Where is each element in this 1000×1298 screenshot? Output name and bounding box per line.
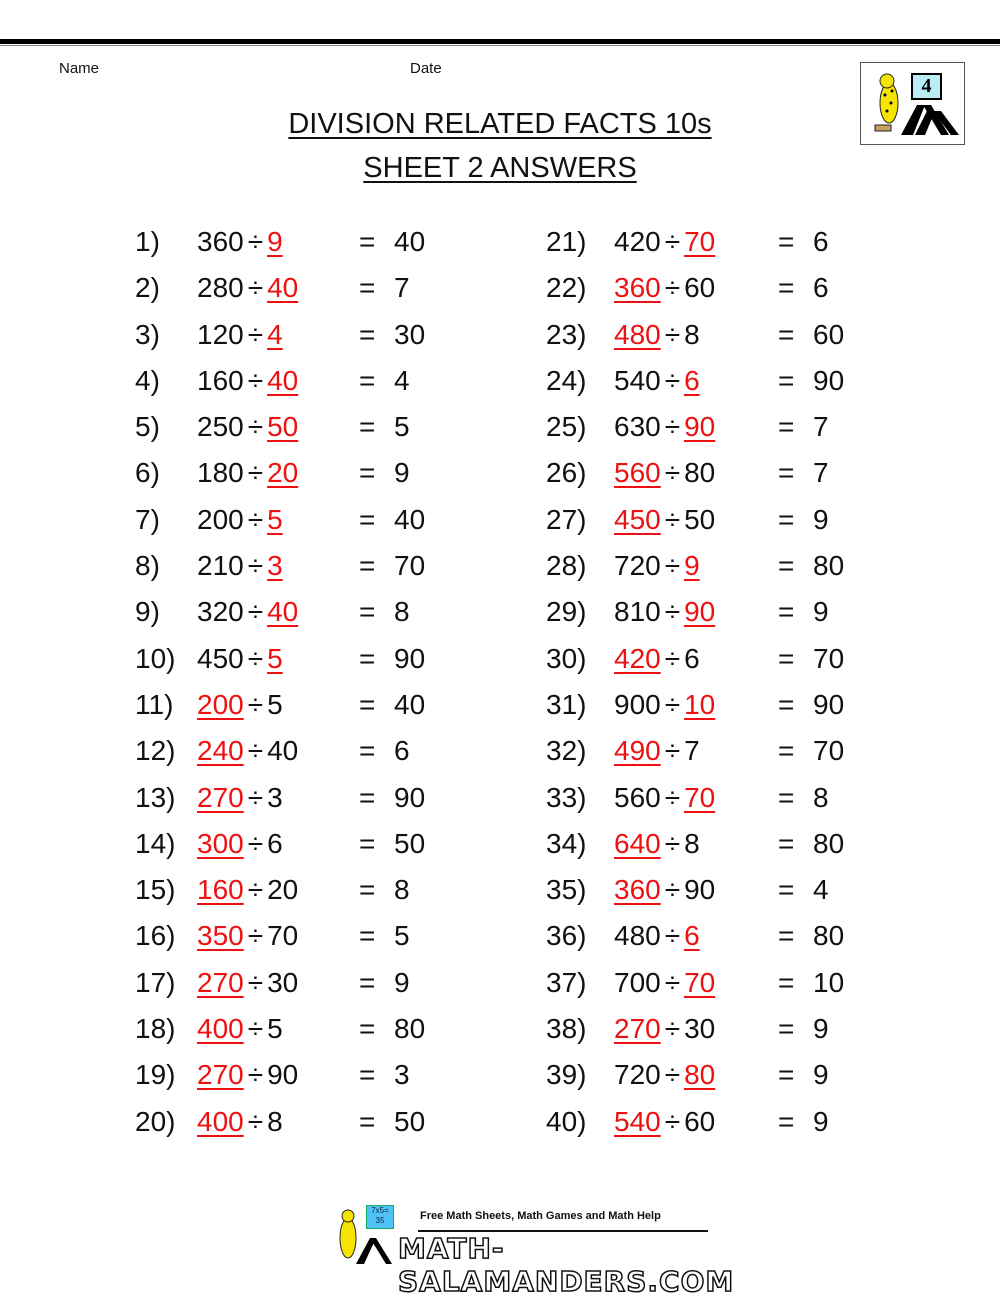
quotient: 90 [813, 364, 845, 396]
divisor: 40 [267, 364, 299, 396]
problem-number: 31) [546, 688, 587, 720]
dividend: 560 [614, 457, 661, 489]
problem-expression [197, 916, 298, 956]
divisor: 10 [684, 688, 716, 720]
dividend: 540 [614, 1105, 661, 1137]
equals-sign: = [359, 596, 376, 628]
quotient: 9 [394, 457, 410, 489]
divisor: 5 [267, 503, 283, 535]
problem-expression [614, 222, 715, 262]
divide-sign: ÷ [664, 503, 681, 535]
divisor: 80 [684, 1059, 716, 1091]
problem-expression [197, 500, 283, 540]
equals-sign: = [359, 688, 376, 720]
divide-sign: ÷ [247, 272, 264, 304]
footer-branding [326, 1198, 735, 1298]
divisor: 20 [267, 874, 299, 906]
quotient: 90 [813, 688, 845, 720]
problem-expression [614, 592, 715, 632]
top-border-rule-thin [0, 45, 1000, 46]
equals-sign: = [778, 1059, 795, 1091]
problem-expression [197, 1009, 283, 1049]
problem-number: 12) [135, 735, 176, 767]
quotient: 50 [394, 1105, 426, 1137]
problem-number: 40) [546, 1105, 587, 1137]
problem-expression [614, 500, 715, 540]
dividend: 300 [197, 827, 244, 859]
problem-expression [197, 639, 283, 679]
footer-tagline: Free Math Sheets, Math Games and Math Help [420, 1210, 661, 1222]
equals-sign: = [359, 827, 376, 859]
equals-sign: = [778, 226, 795, 257]
equals-sign: = [359, 411, 376, 443]
quotient: 40 [394, 688, 426, 720]
divide-sign: ÷ [664, 550, 681, 582]
divide-sign: ÷ [664, 688, 681, 720]
quotient: 8 [813, 781, 829, 813]
footer-board: 7x5= 35 [366, 1205, 394, 1229]
problem-number: 38) [546, 1013, 587, 1045]
divisor: 20 [267, 457, 299, 489]
problem-number: 37) [546, 966, 587, 998]
dividend: 720 [614, 1059, 661, 1091]
quotient: 70 [813, 642, 845, 674]
divisor: 40 [267, 596, 299, 628]
quotient: 9 [813, 1059, 829, 1091]
equals-sign: = [359, 642, 376, 674]
problem-number: 19) [135, 1059, 176, 1091]
divide-sign: ÷ [664, 1059, 681, 1091]
quotient: 9 [813, 596, 829, 628]
dividend: 420 [614, 226, 661, 257]
equals-sign: = [778, 920, 795, 952]
dividend: 560 [614, 781, 661, 813]
problem-number: 27) [546, 503, 587, 535]
divide-sign: ÷ [664, 226, 681, 257]
dividend: 200 [197, 503, 244, 535]
divisor: 9 [684, 550, 700, 582]
dividend: 630 [614, 411, 661, 443]
dividend: 480 [614, 920, 661, 952]
dividend: 400 [197, 1105, 244, 1137]
equals-sign: = [359, 1059, 376, 1091]
problem-number: 26) [546, 457, 587, 489]
problem-number: 33) [546, 781, 587, 813]
quotient: 7 [394, 272, 410, 304]
problem-expression [197, 778, 283, 818]
divisor: 80 [684, 457, 716, 489]
divide-sign: ÷ [247, 735, 264, 767]
problem-expression [197, 453, 298, 493]
dividend: 900 [614, 688, 661, 720]
divisor: 90 [684, 411, 716, 443]
problem-number: 29) [546, 596, 587, 628]
problem-number: 20) [135, 1105, 176, 1137]
divide-sign: ÷ [247, 503, 264, 535]
dividend: 480 [614, 318, 661, 350]
quotient: 9 [813, 1105, 829, 1137]
divide-sign: ÷ [247, 781, 264, 813]
top-border-rule [0, 39, 1000, 44]
problem-number: 10) [135, 642, 176, 674]
problem-expression [614, 870, 715, 910]
problem-expression [614, 824, 700, 864]
quotient: 90 [394, 642, 426, 674]
divide-sign: ÷ [664, 920, 681, 952]
problem-number: 3) [135, 318, 160, 350]
divisor: 70 [684, 781, 716, 813]
dividend: 270 [614, 1013, 661, 1045]
divide-sign: ÷ [247, 411, 264, 443]
problem-number: 39) [546, 1059, 587, 1091]
problem-expression [614, 1102, 715, 1142]
quotient: 6 [813, 272, 829, 304]
dividend: 180 [197, 457, 244, 489]
problem-number: 7) [135, 503, 160, 535]
problem-number: 13) [135, 781, 176, 813]
divide-sign: ÷ [664, 364, 681, 396]
quotient: 7 [813, 457, 829, 489]
date-label: Date [410, 60, 442, 77]
problem-expression [614, 453, 715, 493]
divide-sign: ÷ [664, 411, 681, 443]
dividend: 360 [614, 874, 661, 906]
problem-expression [614, 1055, 715, 1095]
dividend: 400 [197, 1013, 244, 1045]
quotient: 7 [813, 411, 829, 443]
equals-sign: = [778, 272, 795, 304]
dividend: 450 [614, 503, 661, 535]
divisor: 5 [267, 688, 283, 720]
dividend: 360 [614, 272, 661, 304]
equals-sign: = [359, 1013, 376, 1045]
equals-sign: = [778, 1105, 795, 1137]
quotient: 9 [813, 503, 829, 535]
quotient: 70 [813, 735, 845, 767]
divide-sign: ÷ [247, 642, 264, 674]
divisor: 70 [267, 920, 299, 952]
problem-expression [197, 870, 298, 910]
problem-expression [197, 361, 298, 401]
divisor: 8 [267, 1105, 283, 1137]
problem-expression [197, 824, 283, 864]
problem-expression [197, 1055, 298, 1095]
divisor: 6 [267, 827, 283, 859]
dividend: 280 [197, 272, 244, 304]
quotient: 6 [394, 735, 410, 767]
quotient: 40 [394, 503, 426, 535]
problem-number: 16) [135, 920, 176, 952]
problem-number: 21) [546, 226, 587, 257]
equals-sign: = [778, 596, 795, 628]
divide-sign: ÷ [664, 457, 681, 489]
problem-expression [197, 685, 283, 725]
quotient: 4 [394, 364, 410, 396]
divisor: 70 [684, 966, 716, 998]
divide-sign: ÷ [247, 688, 264, 720]
quotient: 50 [394, 827, 426, 859]
quotient: 80 [813, 827, 845, 859]
divisor: 6 [684, 920, 700, 952]
divisor: 40 [267, 735, 299, 767]
problem-number: 35) [546, 874, 587, 906]
divisor: 7 [684, 735, 700, 767]
divisor: 90 [684, 596, 716, 628]
quotient: 4 [813, 874, 829, 906]
divisor: 4 [267, 318, 283, 350]
quotient: 80 [394, 1013, 426, 1045]
divide-sign: ÷ [664, 596, 681, 628]
quotient: 90 [394, 781, 426, 813]
quotient: 5 [394, 920, 410, 952]
dividend: 450 [197, 642, 244, 674]
problem-number: 4) [135, 364, 160, 396]
problem-expression [614, 1009, 715, 1049]
problem-number: 6) [135, 457, 160, 489]
divisor: 50 [267, 411, 299, 443]
divide-sign: ÷ [247, 874, 264, 906]
divisor: 8 [684, 827, 700, 859]
problem-expression [197, 592, 298, 632]
quotient: 60 [813, 318, 845, 350]
divide-sign: ÷ [247, 457, 264, 489]
problem-number: 15) [135, 874, 176, 906]
divide-sign: ÷ [664, 272, 681, 304]
problem-expression [614, 916, 700, 956]
divide-sign: ÷ [664, 735, 681, 767]
dividend: 720 [614, 550, 661, 582]
equals-sign: = [778, 503, 795, 535]
worksheet-title: DIVISION RELATED FACTS 10s [288, 108, 712, 140]
equals-sign: = [359, 503, 376, 535]
quotient: 80 [813, 920, 845, 952]
problem-expression [197, 1102, 283, 1142]
divisor: 3 [267, 781, 283, 813]
equals-sign: = [359, 735, 376, 767]
divide-sign: ÷ [247, 1059, 264, 1091]
equals-sign: = [359, 966, 376, 998]
divide-sign: ÷ [247, 550, 264, 582]
equals-sign: = [359, 550, 376, 582]
problem-expression [197, 546, 283, 586]
divisor: 6 [684, 642, 700, 674]
divide-sign: ÷ [664, 781, 681, 813]
dividend: 540 [614, 364, 661, 396]
problem-expression [614, 407, 715, 447]
divisor: 60 [684, 272, 716, 304]
quotient: 40 [394, 226, 426, 257]
divide-sign: ÷ [664, 642, 681, 674]
equals-sign: = [778, 827, 795, 859]
divisor: 3 [267, 550, 283, 582]
quotient: 10 [813, 966, 845, 998]
divide-sign: ÷ [664, 874, 681, 906]
quotient: 70 [394, 550, 426, 582]
dividend: 810 [614, 596, 661, 628]
dividend: 320 [197, 596, 244, 628]
equals-sign: = [778, 735, 795, 767]
divisor: 5 [267, 1013, 283, 1045]
dividend: 490 [614, 735, 661, 767]
divisor: 9 [267, 226, 283, 257]
problem-number: 9) [135, 596, 160, 628]
divisor: 90 [684, 874, 716, 906]
equals-sign: = [778, 1013, 795, 1045]
problem-expression [197, 222, 283, 262]
divisor: 40 [267, 272, 299, 304]
dividend: 270 [197, 1059, 244, 1091]
problem-expression [614, 731, 700, 771]
problem-expression [197, 963, 298, 1003]
equals-sign: = [359, 318, 376, 350]
problem-expression [197, 407, 298, 447]
problem-number: 28) [546, 550, 587, 582]
divide-sign: ÷ [664, 966, 681, 998]
equals-sign: = [778, 457, 795, 489]
problem-expression [197, 268, 298, 308]
problem-expression [614, 268, 715, 308]
problem-number: 24) [546, 364, 587, 396]
problem-expression [614, 315, 700, 355]
equals-sign: = [778, 318, 795, 350]
dividend: 270 [197, 966, 244, 998]
equals-sign: = [778, 550, 795, 582]
divisor: 8 [684, 318, 700, 350]
problem-expression [614, 963, 715, 1003]
problem-number: 30) [546, 642, 587, 674]
divisor: 5 [267, 642, 283, 674]
divide-sign: ÷ [247, 318, 264, 350]
problem-number: 36) [546, 920, 587, 952]
divide-sign: ÷ [664, 1105, 681, 1137]
problem-number: 32) [546, 735, 587, 767]
divisor: 30 [267, 966, 299, 998]
dividend: 360 [197, 226, 244, 257]
equals-sign: = [778, 688, 795, 720]
quotient: 5 [394, 411, 410, 443]
divide-sign: ÷ [664, 1013, 681, 1045]
quotient: 8 [394, 874, 410, 906]
name-label: Name [59, 60, 100, 77]
problem-expression [614, 685, 715, 725]
divide-sign: ÷ [247, 596, 264, 628]
worksheet-subtitle: SHEET 2 ANSWERS [363, 152, 637, 184]
divisor: 90 [267, 1059, 299, 1091]
dividend: 350 [197, 920, 244, 952]
equals-sign: = [359, 781, 376, 813]
divide-sign: ÷ [247, 920, 264, 952]
dividend: 270 [197, 781, 244, 813]
divide-sign: ÷ [247, 1105, 264, 1137]
problem-expression [197, 731, 298, 771]
problem-number: 17) [135, 966, 176, 998]
quotient: 8 [394, 596, 410, 628]
dividend: 640 [614, 827, 661, 859]
dividend: 250 [197, 411, 244, 443]
problem-number: 8) [135, 550, 160, 582]
dividend: 700 [614, 966, 661, 998]
grade-board: 4 [911, 73, 942, 100]
problem-number: 22) [546, 272, 587, 304]
equals-sign: = [359, 226, 376, 257]
problem-number: 1) [135, 226, 160, 257]
problem-number: 23) [546, 318, 587, 350]
grade-logo [860, 62, 965, 145]
equals-sign: = [778, 411, 795, 443]
problem-number: 25) [546, 411, 587, 443]
divide-sign: ÷ [247, 966, 264, 998]
divisor: 6 [684, 364, 700, 396]
dividend: 160 [197, 874, 244, 906]
divisor: 60 [684, 1105, 716, 1137]
dividend: 420 [614, 642, 661, 674]
problem-number: 2) [135, 272, 160, 304]
dividend: 200 [197, 688, 244, 720]
problem-number: 34) [546, 827, 587, 859]
quotient: 80 [813, 550, 845, 582]
divide-sign: ÷ [664, 318, 681, 350]
equals-sign: = [359, 1105, 376, 1137]
dividend: 160 [197, 364, 244, 396]
divide-sign: ÷ [664, 827, 681, 859]
dividend: 210 [197, 550, 244, 582]
divide-sign: ÷ [247, 1013, 264, 1045]
divisor: 70 [684, 226, 716, 257]
equals-sign: = [778, 966, 795, 998]
problem-number: 18) [135, 1013, 176, 1045]
equals-sign: = [778, 781, 795, 813]
equals-sign: = [359, 920, 376, 952]
problem-expression [197, 315, 283, 355]
equals-sign: = [778, 642, 795, 674]
quotient: 6 [813, 226, 829, 257]
problem-number: 5) [135, 411, 160, 443]
quotient: 9 [813, 1013, 829, 1045]
quotient: 30 [394, 318, 426, 350]
problem-expression [614, 778, 715, 818]
problem-expression [614, 361, 700, 401]
equals-sign: = [359, 457, 376, 489]
problem-expression [614, 639, 700, 679]
equals-sign: = [359, 272, 376, 304]
divide-sign: ÷ [247, 364, 264, 396]
divisor: 50 [684, 503, 716, 535]
problem-number: 11) [135, 688, 174, 720]
divide-sign: ÷ [247, 827, 264, 859]
divisor: 30 [684, 1013, 716, 1045]
divide-sign: ÷ [247, 226, 264, 257]
problem-expression [614, 546, 700, 586]
footer-site-name: MATH-SALAMANDERS.COM [398, 1232, 735, 1298]
quotient: 9 [394, 966, 410, 998]
quotient: 3 [394, 1059, 410, 1091]
equals-sign: = [778, 874, 795, 906]
dividend: 120 [197, 318, 244, 350]
problem-number: 14) [135, 827, 176, 859]
equals-sign: = [359, 364, 376, 396]
equals-sign: = [359, 874, 376, 906]
dividend: 240 [197, 735, 244, 767]
equals-sign: = [778, 364, 795, 396]
